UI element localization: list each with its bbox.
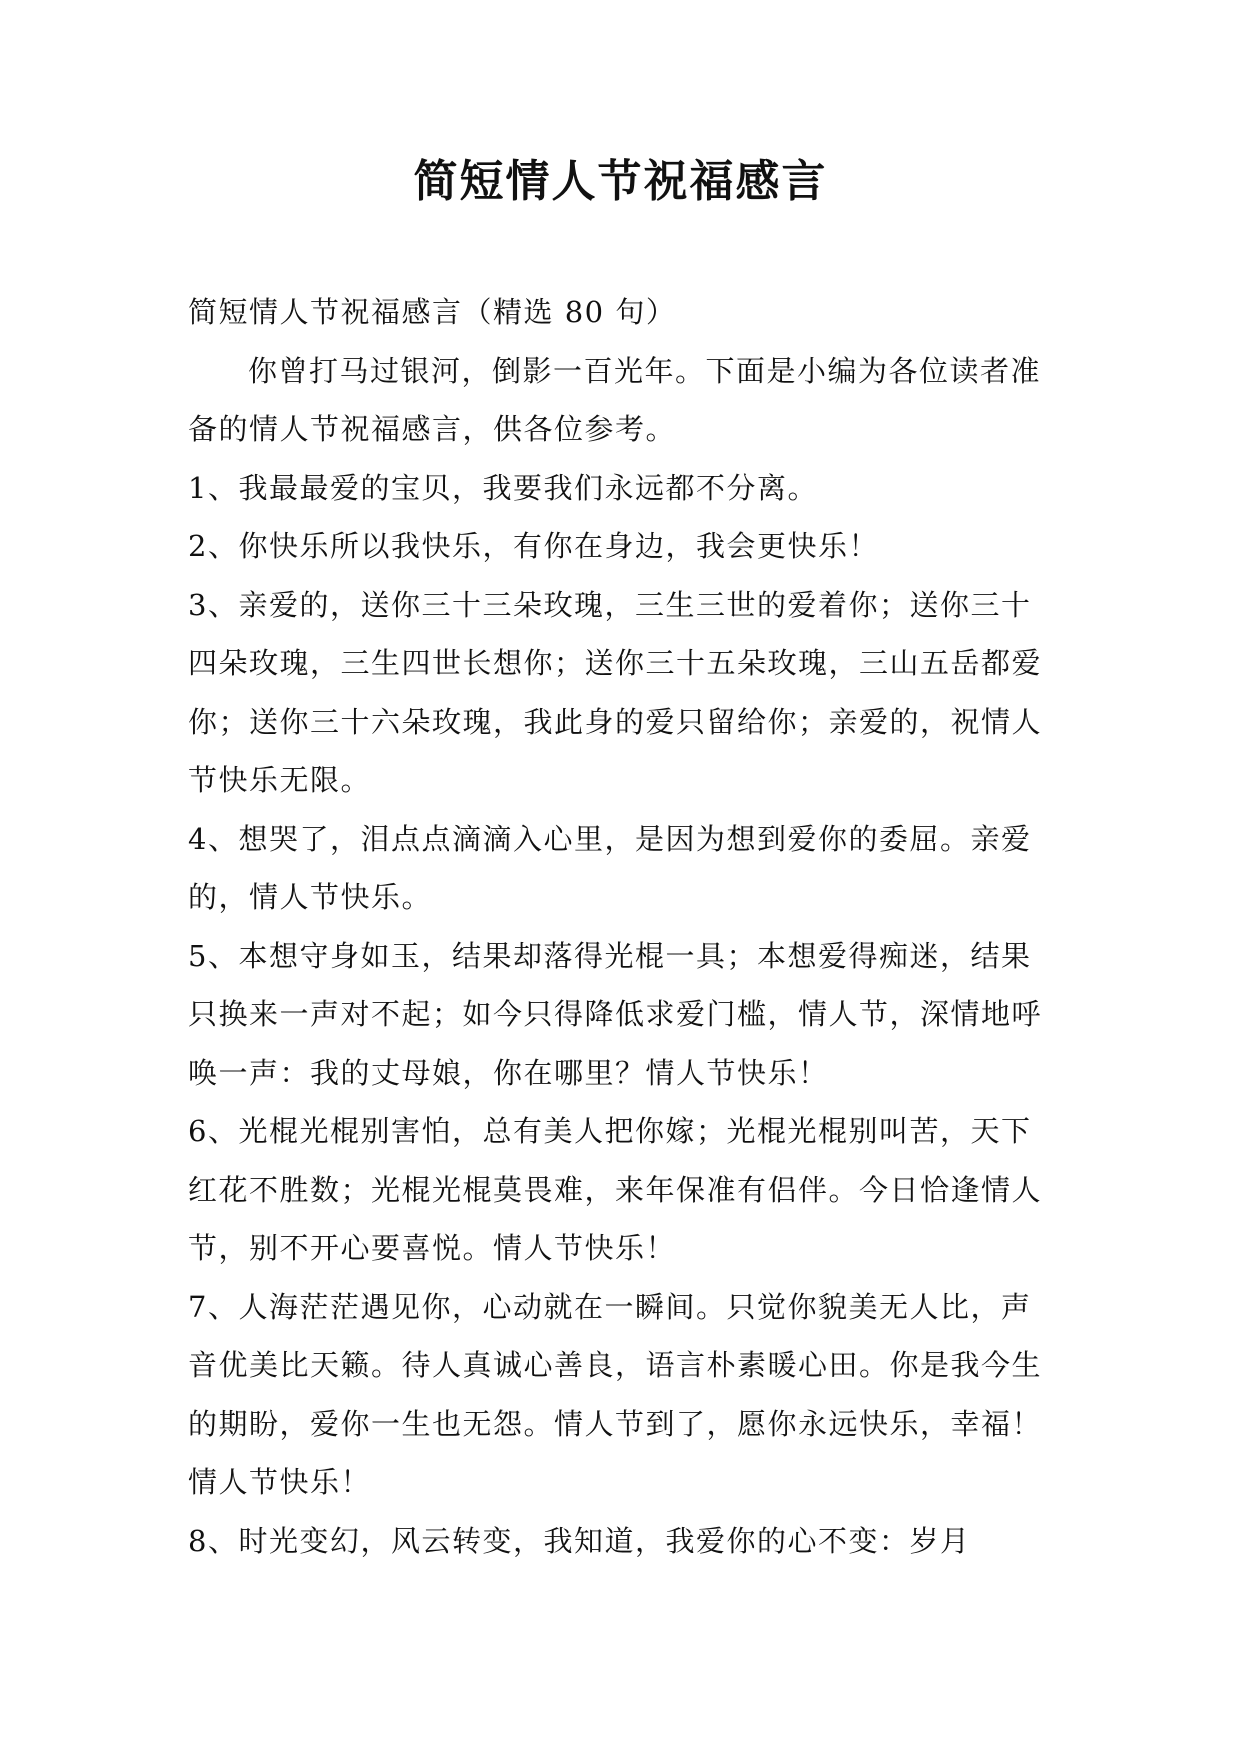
list-item: 7、人海茫茫遇见你，心动就在一瞬间。只觉你貌美无人比，声音优美比天籁。待人真诚心善良，语言朴素暖心田。你是我今生的期盼，爱你一生也无怨。情人节到了，愿你永远快乐，幸福！情人节快乐！	[188, 1289, 1043, 1499]
document-body	[188, 283, 1058, 1570]
list-item: 2、你快乐所以我快乐，有你在身边，我会更快乐！	[188, 529, 879, 563]
list-item: 3、亲爱的，送你三十三朵玫瑰，三生三世的爱着你；送你三十四朵玫瑰，三生四世长想你；送你三十五朵玫瑰，三山五岳都爱你；送你三十六朵玫瑰，我此身的爱只留给你；亲爱的，祝情人节快乐无限。	[188, 587, 1043, 797]
list-item: 1、我最最爱的宝贝，我要我们永远都不分离。	[188, 470, 818, 505]
document-title: 简短情人节祝福感言	[413, 156, 828, 207]
list-item: 6、光棍光棍别害怕，总有美人把你嫁；光棍光棍别叫苦，天下红花不胜数；光棍光棍莫畏难，来年保准有侣伴。今日恰逢情人节，别不开心要喜悦。情人节快乐！	[188, 1114, 1043, 1265]
list-item: 5、本想守身如玉，结果却落得光棍一具；本想爱得痴迷，结果只换来一声对不起；如今只得降低求爱门槛，情人节，深情地呼唤一声：我的丈母娘，你在哪里？情人节快乐！	[188, 938, 1043, 1090]
document-subtitle: 简短情人节祝福感言（精选 80 句）	[188, 295, 677, 329]
intro-paragraph: 你曾打马过银河，倒影一百光年。下面是小编为各位读者准备的情人节祝福感言，供各位参考。	[188, 353, 1042, 446]
list-item: 4、想哭了，泪点点滴滴入心里，是因为想到爱你的委屈。亲爱的，情人节快乐。	[188, 821, 1032, 914]
list-item: 8、时光变幻，风云转变，我知道，我爱你的心不变：岁月	[188, 1523, 971, 1558]
